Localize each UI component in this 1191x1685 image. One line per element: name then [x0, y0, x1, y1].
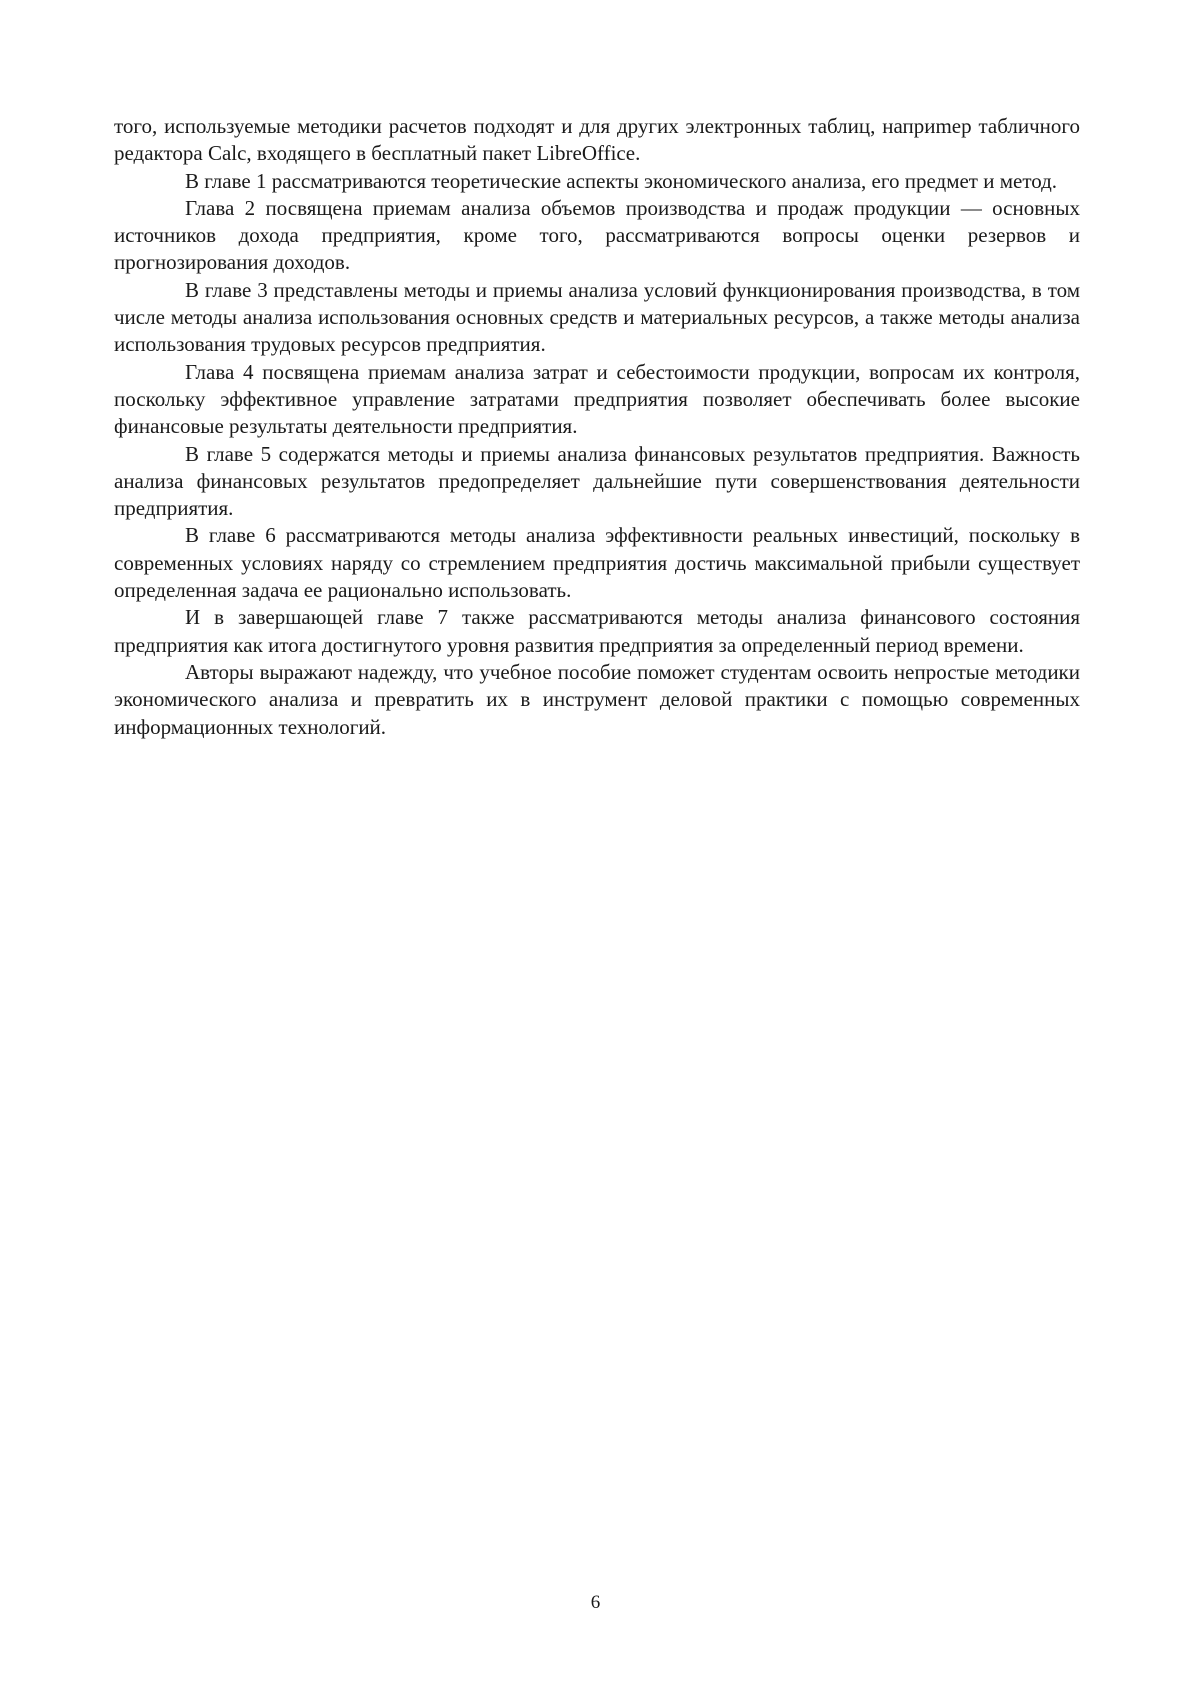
paragraph-chapter-3: В главе 3 представлены методы и приемы анализа условий функционирования производства, в том числе методы анализа использования основных средств и материальных ресурсов, а также методы анализа использования трудовых ресурсов предприятия.: [114, 277, 1080, 357]
page-number: 6: [590, 1592, 601, 1613]
paragraph-chapter-6: В главе 6 рассматриваются методы анализа эффективности реальных инвестиций, поскольку в современных условиях наряду со стремлением предприятия достичь максимальной прибыли существует определенная задача ее рационально использовать.: [114, 523, 1080, 603]
paragraph-chapter-1: В главе 1 рассматриваются теоретические аспекты экономического анализа, его предмет и метод.: [185, 168, 1058, 193]
body-text: [114, 113, 1080, 741]
paragraph-authors: Авторы выражают надежду, что учебное пособие поможет студентам освоить непростые методики экономического анализа и превратить их в инструмент деловой практики с помощью современных информационных технологий.: [114, 659, 1080, 739]
paragraph-chapter-4: Глава 4 посвящена приемам анализа затрат и себестоимости продукции, вопросам их контроля, поскольку эффективное управление затратами предприятия позволяет обеспечивать более высокие финансовые результаты деятельности предприятия.: [114, 359, 1080, 439]
paragraph-chapter-5: В главе 5 содержатся методы и приемы анализа финансовых результатов предприятия. Важность анализа финансовых результатов предопределяет дальнейшие пути совершенствования деятельности предприятия.: [114, 441, 1080, 521]
paragraph-chapter-7: И в завершающей главе 7 также рассматриваются методы анализа финансового состояния предприятия как итога достигнутого уровня развития предприятия за определенный период времени.: [114, 605, 1080, 657]
paragraph-chapter-2: Глава 2 посвящена приемам анализа объемов производства и продаж продукции — основных источников дохода предприятия, кроме того, рассматриваются вопросы оценки резервов и прогнозирования доходов.: [114, 195, 1080, 275]
paragraph-continuation: того, используемые методики расчетов подходят и для других электронных таблиц, наприmер табличного редактора Calc, входящего в бесплатный пакет LibreOffice.: [114, 114, 1080, 166]
